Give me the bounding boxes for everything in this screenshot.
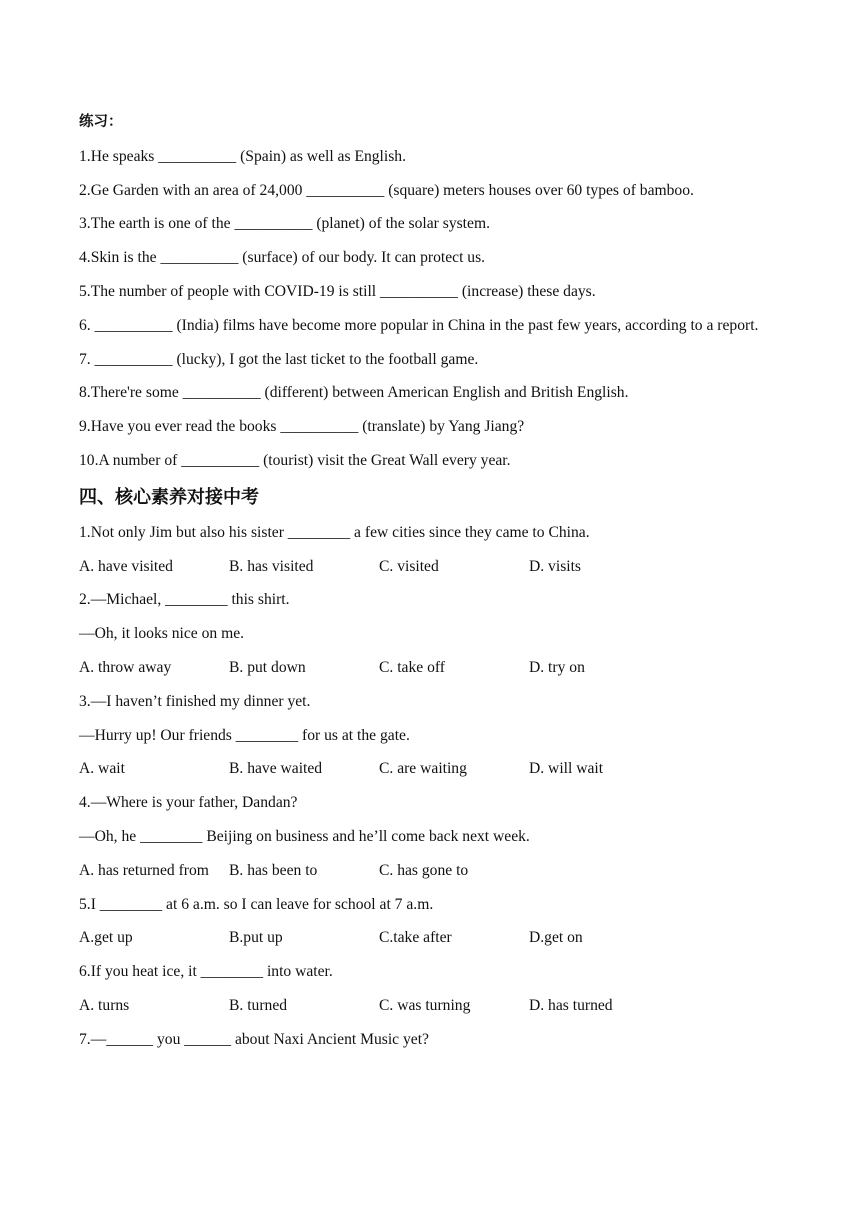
- exercise-item-1: 1.He speaks __________ (Spain) as well as English.: [79, 147, 406, 165]
- question-2-option-c: C. take off: [379, 658, 445, 676]
- question-1-option-d: D. visits: [529, 557, 581, 575]
- question-6-stem: 6.If you heat ice, it ________ into water.: [79, 963, 333, 981]
- question-1-option-b: B. has visited: [229, 557, 314, 575]
- exercise-item-2: 2.Ge Garden with an area of 24,000 __________ (square) meters houses over 60 types of bamboo.: [79, 181, 694, 199]
- question-3-option-c: C. are waiting: [379, 760, 467, 778]
- question-6-option-c: C. was turning: [379, 996, 471, 1014]
- question-2-option-b: B. put down: [229, 658, 306, 676]
- question-4-options: [79, 854, 799, 888]
- question-4-reply: —Oh, he ________ Beijing on business and he’ll come back next week.: [79, 827, 530, 845]
- document-page: [79, 106, 799, 1057]
- question-5-options: [79, 921, 799, 955]
- question-4-option-b: B. has been to: [229, 861, 318, 879]
- question-3-reply: —Hurry up! Our friends ________ for us at the gate.: [79, 726, 410, 744]
- exercise-item-6: 6. __________ (India) films have become more popular in China in the past few years, according to a report.: [79, 316, 759, 334]
- question-4-option-a: A. has returned from: [79, 861, 209, 879]
- exercise-item-5: 5.The number of people with COVID-19 is still __________ (increase) these days.: [79, 282, 596, 300]
- question-5-option-c: C.take after: [379, 929, 452, 947]
- question-4-stem: 4.—Where is your father, Dandan?: [79, 794, 298, 812]
- question-4-option-c: C. has gone to: [379, 861, 469, 879]
- question-3-option-b: B. have waited: [229, 760, 323, 778]
- question-3-stem: 3.—I haven’t finished my dinner yet.: [79, 692, 311, 710]
- question-2-option-d: D. try on: [529, 658, 585, 676]
- exercise-item-7: 7. __________ (lucky), I got the last ticket to the football game.: [79, 350, 479, 368]
- question-5-option-a: A.get up: [79, 929, 133, 947]
- question-3-options: [79, 752, 799, 786]
- exercise-item-9: 9.Have you ever read the books __________ (translate) by Yang Jiang?: [79, 418, 525, 436]
- question-5-stem: 5.I ________ at 6 a.m. so I can leave for school at 7 a.m.: [79, 895, 434, 913]
- question-2-stem: 2.—Michael, ________ this shirt.: [79, 591, 290, 609]
- question-1-stem: 1.Not only Jim but also his sister ________ a few cities since they came to China.: [79, 523, 590, 541]
- question-3-option-d: D. will wait: [529, 760, 604, 778]
- question-1-options: [79, 550, 799, 584]
- question-2-options: [79, 651, 799, 685]
- question-2-reply: —Oh, it looks nice on me.: [79, 625, 245, 643]
- question-2-option-a: A. throw away: [79, 658, 172, 676]
- exercise-item-10: 10.A number of __________ (tourist) visit the Great Wall every year.: [79, 451, 511, 469]
- question-5-option-d: D.get on: [529, 929, 583, 947]
- exercise-item-4: 4.Skin is the __________ (surface) of our body. It can protect us.: [79, 249, 486, 267]
- question-7-stem: 7.—______ you ______ about Naxi Ancient Music yet?: [79, 1030, 429, 1048]
- exercise-item-3: 3.The earth is one of the __________ (planet) of the solar system.: [79, 215, 490, 233]
- question-5-option-b: B.put up: [229, 929, 283, 947]
- exercise-heading: 练习：: [79, 114, 123, 130]
- section-heading: 四、核心素养对接中考: [79, 486, 259, 508]
- exercise-item-8: 8.There're some __________ (different) between American English and British English.: [79, 384, 629, 402]
- question-6-option-b: B. turned: [229, 996, 288, 1014]
- question-6-options: [79, 989, 799, 1023]
- question-1-option-a: A. have visited: [79, 557, 173, 575]
- question-6-option-d: D. has turned: [529, 996, 613, 1014]
- question-6-option-a: A. turns: [79, 996, 130, 1014]
- question-1-option-c: C. visited: [379, 557, 439, 575]
- question-3-option-a: A. wait: [79, 760, 125, 778]
